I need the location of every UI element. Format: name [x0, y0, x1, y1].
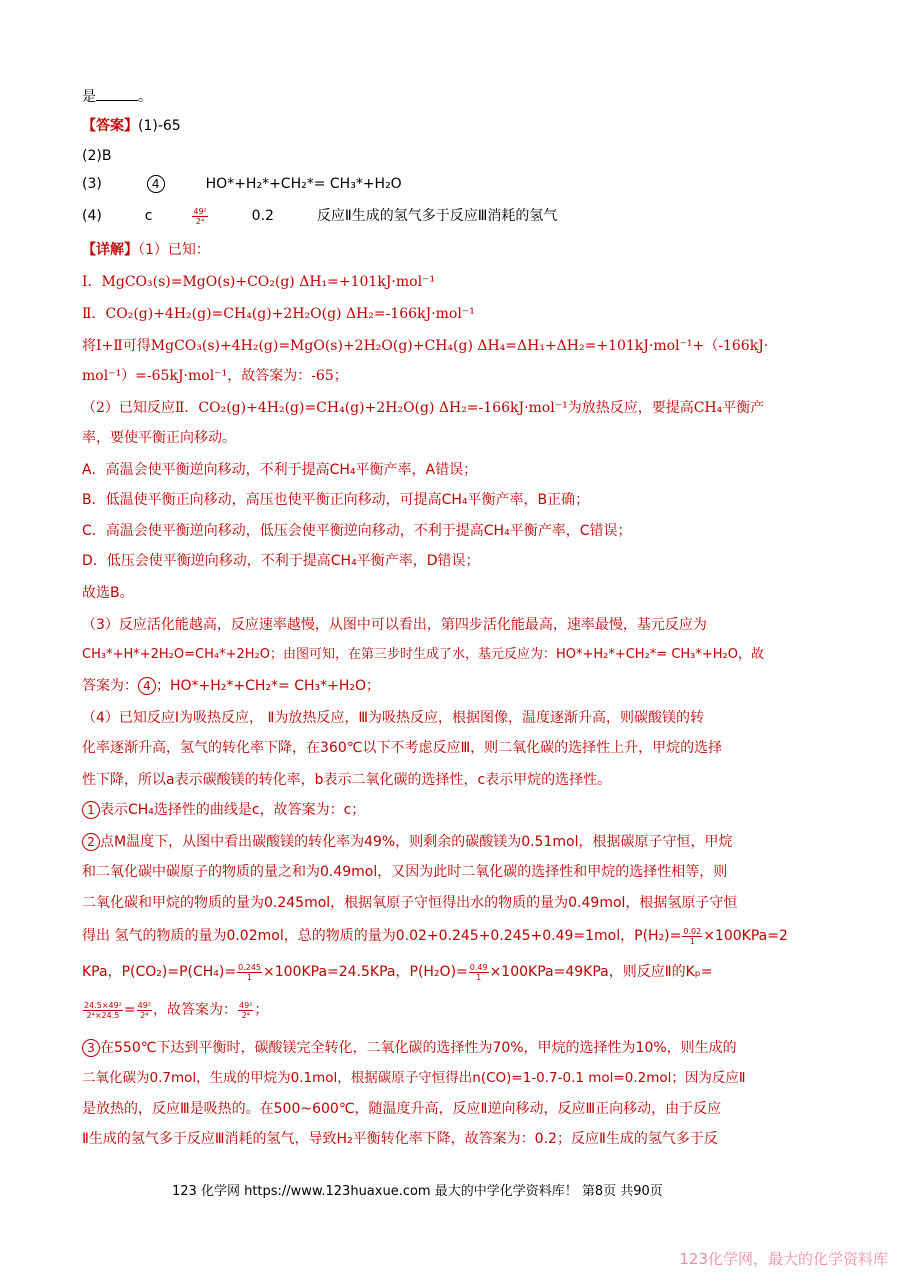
answer-3-num: (3) — [82, 176, 102, 192]
detail-line-22: 二氧化碳和甲烷的物质的量为0.245mol，根据氧原子守恒得出水的物质的量为0.49mol，根据氢原子守恒 — [82, 895, 738, 911]
answer-3 — [82, 174, 402, 194]
answer-1: (1)-65 — [138, 118, 181, 134]
detail-line-1: （1）已知： — [138, 242, 210, 258]
detail-line-25: $\frac{\text{24.5×49²}}{\text{2⁴×24.5}}$ = $\frac{\text{49²}}{\text{2⁴}}$ ，故答案为： $\frac{\text{49²}}{\text{2⁴}}$ ； — [84, 1000, 269, 1020]
detail-line-7: 率，要使平衡正向移动。 — [82, 430, 236, 446]
page-footer: 123 化学网 https://www.123huaxue.com 最大的中学化学资料库！ 第8页 共90页 — [172, 1184, 663, 1199]
answer-4-num: (4) — [82, 208, 102, 224]
detail-line-2: Ⅰ．MgCO₃(s)=MgO(s)+CO₂(g) ΔH₁=+101kJ·mol⁻¹ — [82, 274, 436, 290]
detail-line-16: （4）已知反应Ⅰ为吸热反应， Ⅱ为放热反应，Ⅲ为吸热反应，根据图像，温度逐渐升高，则碳酸镁的转 — [82, 710, 705, 726]
answer-header-line — [82, 116, 181, 136]
answer-blank — [96, 86, 138, 101]
detail-line-5: mol⁻¹）=-65kJ·mol⁻¹，故答案为：-65； — [82, 368, 348, 384]
answer-4-fraction: $\frac{\text{49²}}{\text{2⁴}}$ — [193, 206, 207, 226]
detail-line-29: Ⅱ生成的氢气多于反应Ⅲ消耗的氢气，导致H₂平衡转化率下降，故答案为：0.2；反应Ⅱ生成的氢气多于反 — [82, 1131, 718, 1147]
fraction: $\frac{\text{49²}}{\text{2⁴}}$ — [137, 1000, 152, 1020]
question-tail — [82, 86, 152, 107]
question-tail-end: 。 — [138, 89, 152, 105]
fraction: $\frac{0.49}{1}$ — [469, 962, 488, 982]
circled-number-icon: 3 — [82, 1039, 100, 1057]
detail-line-20: 2 点M温度下，从图中看出碳酸镁的转化率为49%，则剩余的碳酸镁为0.51mol，根据碳原子守恒，甲烷 — [82, 832, 732, 852]
fraction: $\frac{0.245}{1}$ — [238, 962, 261, 982]
answer-4-c: c — [144, 208, 153, 224]
question-tail-text: 是 — [82, 89, 96, 105]
answer-3-equation: HO*+H₂*+CH₂*= CH₃*+H₂O — [205, 176, 402, 192]
detail-line-27: 二氧化碳为0.7mol，生成的甲烷为0.1mol，根据碳原子守恒得出n(CO)=1-0.7-0.1 mol=0.2mol；因为反应Ⅱ — [82, 1070, 746, 1086]
detail-label: 【详解】 — [82, 242, 138, 258]
detail-line-13: （3）反应活化能越高，反应速率越慢，从图中可以看出，第四步活化能最高，速率最慢，基元反应为 — [82, 617, 707, 633]
detail-line-26: 3 在550℃下达到平衡时，碳酸镁完全转化，二氧化碳的选择性为70%，甲烷的选择性为10%，则生成的 — [82, 1038, 737, 1058]
answer-4-value: 0.2 — [251, 208, 274, 224]
detail-line-8: A．高温会使平衡逆向移动，不利于提高CH₄平衡产率，A错误； — [82, 462, 478, 478]
circled-number-icon: 4 — [147, 175, 165, 193]
detail-line-14: CH₃*+H*+2H₂O=CH₄*+2H₂O；由图可知，在第三步时生成了水，基元反应为：HO*+H₂*+CH₂*= CH₃*+H₂O，故 — [82, 647, 764, 662]
detail-header-line — [82, 240, 210, 260]
detail-line-12: 故选B。 — [82, 585, 134, 601]
detail-line-18: 性下降，所以a表示碳酸镁的转化率，b表示二氧化碳的选择性，c表示甲烷的选择性。 — [82, 772, 612, 788]
fraction: $\frac{0.02}{1}$ — [683, 926, 702, 946]
detail-line-3: Ⅱ．CO₂(g)+4H₂(g)=CH₄(g)+2H₂O(g) ΔH₂=-166kJ·mol⁻¹ — [82, 306, 475, 322]
circled-number-icon: 4 — [138, 677, 156, 695]
detail-line-9: B．低温使平衡正向移动，高压也使平衡正向移动，可提高CH₄平衡产率，B正确； — [82, 492, 590, 508]
fraction: $\frac{\text{49²}}{\text{2⁴}}$ — [239, 1000, 253, 1020]
detail-line-21: 和二氧化碳中碳原子的物质的量之和为0.49mol，又因为此时二氧化碳的选择性和甲烷的选择性相等，则 — [82, 864, 728, 880]
detail-line-4: 将Ⅰ+Ⅱ可得MgCO₃(s)+4H₂(g)=MgO(s)+2H₂O(g)+CH₄(g) ΔH₄=ΔH₁+ΔH₂=+101kJ·mol⁻¹+（-166kJ· — [82, 338, 769, 354]
detail-line-24: KPa，P(CO₂)=P(CH₄)= $\frac{0.245}{1}$ ×100KPa=24.5KPa，P(H₂O)= $\frac{0.49}{1}$ ×100KPa=49KPa，则反应Ⅱ的Kₚ= — [82, 962, 713, 982]
detail-line-19: 1 表示CH₄选择性的曲线是c，故答案为：c； — [82, 800, 365, 820]
detail-line-17: 化率逐渐升高，氢气的转化率下降，在360℃以下不考虑反应Ⅲ，则二氧化碳的选择性上升，甲烷的选择 — [82, 740, 723, 756]
answer-4 — [82, 206, 557, 226]
circled-number-icon: 1 — [82, 801, 100, 819]
detail-line-23: 得出 氢气的物质的量为0.02mol，总的物质的量为0.02+0.245+0.245+0.49=1mol，P(H₂)= $\frac{0.02}{1}$ ×100KPa=2 — [82, 926, 788, 946]
detail-line-11: D．低压会使平衡逆向移动，不利于提高CH₄平衡产率，D错误； — [82, 553, 480, 569]
detail-line-6: （2）已知反应Ⅱ．CO₂(g)+4H₂(g)=CH₄(g)+2H₂O(g) ΔH₂=-166kJ·mol⁻¹为放热反应，要提高CH₄平衡产 — [82, 400, 765, 416]
circled-number-icon: 2 — [82, 833, 100, 851]
answer-label: 【答案】 — [82, 118, 138, 134]
answer-2: (2)B — [82, 148, 112, 164]
detail-line-15: 答案为： 4 ；HO*+H₂*+CH₂*= CH₃*+H₂O； — [82, 678, 381, 694]
fraction: $\frac{\text{24.5×49²}}{\text{2⁴×24.5}}$ — [84, 1000, 122, 1020]
detail-line-28: 是放热的，反应Ⅲ是吸热的。在500~600℃，随温度升高，反应Ⅱ逆向移动，反应Ⅲ正向移动，由于反应 — [82, 1101, 722, 1117]
detail-line-10: C．高温会使平衡逆向移动，低压会使平衡逆向移动，不利于提高CH₄平衡产率，C错误； — [82, 523, 632, 539]
answer-4-reason: 反应Ⅱ生成的氢气多于反应Ⅲ消耗的氢气 — [316, 208, 558, 224]
watermark: 123化学网，最大的化学资料库 — [679, 1250, 888, 1268]
